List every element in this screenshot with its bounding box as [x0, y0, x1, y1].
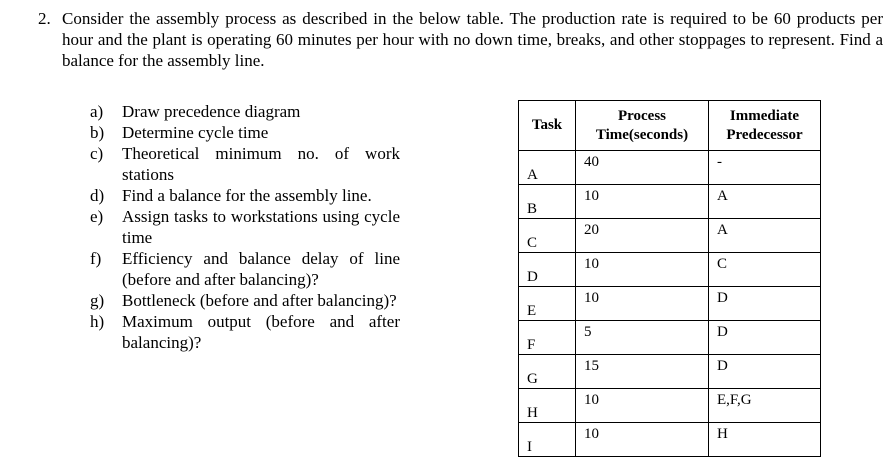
subquestion-text: Bottleneck (before and after balancing)?	[122, 291, 397, 310]
process-time-cell: 20	[576, 219, 709, 253]
task-cell: G	[519, 355, 576, 389]
subquestion-text: Draw precedence diagram	[122, 102, 301, 121]
subquestion-item	[90, 185, 400, 206]
subquestion-label: h)	[90, 312, 105, 331]
subquestion-label: a)	[90, 102, 104, 121]
task-cell: E	[519, 287, 576, 321]
subquestion-text: Maximum output (before and after balancing)?	[122, 312, 400, 352]
subquestion-item	[90, 290, 400, 311]
subquestion-item	[90, 248, 400, 290]
header-process-time: Process Time(seconds)	[576, 101, 709, 151]
table-row	[519, 151, 821, 185]
process-time-cell: 10	[576, 185, 709, 219]
table-row	[519, 219, 821, 253]
process-time-cell: 10	[576, 423, 709, 457]
subquestion-label: d)	[90, 186, 105, 205]
table-row	[519, 355, 821, 389]
header-predecessor: Immediate Predecessor	[709, 101, 821, 151]
process-time-cell: 10	[576, 287, 709, 321]
subquestion-item	[90, 206, 400, 248]
predecessor-cell: -	[709, 151, 821, 185]
subquestion-item	[90, 143, 400, 185]
predecessor-cell: E,F,G	[709, 389, 821, 423]
table-row	[519, 287, 821, 321]
process-time-cell: 5	[576, 321, 709, 355]
question	[38, 8, 883, 71]
header-task: Task	[519, 101, 576, 151]
table-row	[519, 321, 821, 355]
predecessor-cell: D	[709, 321, 821, 355]
predecessor-cell: D	[709, 355, 821, 389]
subquestion-text: Determine cycle time	[122, 123, 269, 142]
predecessor-cell: A	[709, 185, 821, 219]
task-cell: C	[519, 219, 576, 253]
table-row	[519, 253, 821, 287]
process-time-cell: 15	[576, 355, 709, 389]
predecessor-cell: H	[709, 423, 821, 457]
subquestion-text: Find a balance for the assembly line.	[122, 186, 372, 205]
subquestion-item	[90, 122, 400, 143]
task-cell: H	[519, 389, 576, 423]
task-cell: A	[519, 151, 576, 185]
task-table	[518, 100, 821, 457]
process-time-cell: 40	[576, 151, 709, 185]
process-time-cell: 10	[576, 253, 709, 287]
predecessor-cell: A	[709, 219, 821, 253]
subquestion-item	[90, 101, 400, 122]
table-row	[519, 423, 821, 457]
subquestion-label: c)	[90, 144, 104, 163]
table-row	[519, 389, 821, 423]
subquestion-label: f)	[90, 249, 102, 268]
task-cell: I	[519, 423, 576, 457]
subquestion-text: Assign tasks to workstations using cycle time	[122, 207, 400, 247]
process-time-cell: 10	[576, 389, 709, 423]
subquestion-label: b)	[90, 123, 105, 142]
task-cell: F	[519, 321, 576, 355]
subquestion-label: g)	[90, 291, 105, 310]
table-row	[519, 185, 821, 219]
subquestion-text: Efficiency and balance delay of line (before and after balancing)?	[122, 249, 400, 289]
predecessor-cell: D	[709, 287, 821, 321]
subquestion-label: e)	[90, 207, 104, 226]
question-number: 2.	[38, 9, 51, 28]
task-cell: D	[519, 253, 576, 287]
predecessor-cell: C	[709, 253, 821, 287]
subquestion-text: Theoretical minimum no. of work stations	[122, 144, 400, 184]
task-cell: B	[519, 185, 576, 219]
subquestion-list	[90, 101, 400, 353]
question-text: Consider the assembly process as described in the below table. The production rate is required to be 60 products per hour and the plant is operating 60 minutes per hour with no down time, breaks, and other stoppages to represent. Find a balance for the assembly line.	[62, 9, 883, 70]
subquestion-item	[90, 311, 400, 353]
